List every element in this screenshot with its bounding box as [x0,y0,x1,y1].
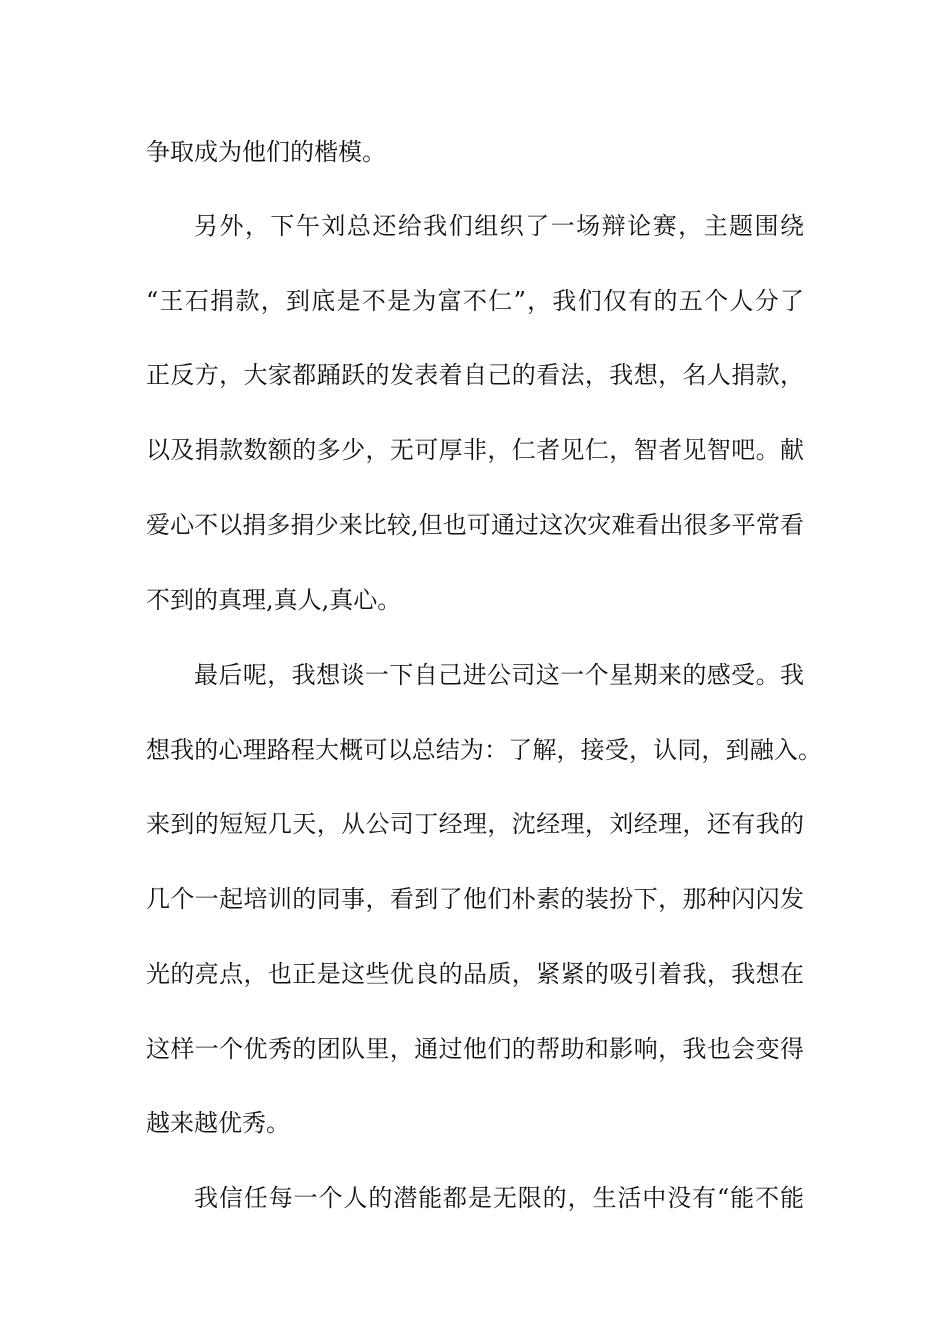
paragraph-first-line: 最后呢，我想谈一下自己进公司这一个星期来的感受。我 [194,661,805,689]
text-line: 爱心不以捐多捐少来比较,但也可通过这次灾难看出很多平常看 [146,511,805,539]
text-line: 来到的短短几天，从公司丁经理，沈经理，刘经理，还有我的 [146,810,805,838]
text-line: 光的亮点，也正是这些优良的品质，紧紧的吸引着我，我想在 [146,960,805,988]
text-line: 以及捐款数额的多少，无可厚非，仁者见仁，智者见智吧。献 [146,436,805,464]
text-line: 争取成为他们的楷模。 [146,138,386,166]
text-line: “王石捐款，到底是不是为富不仁”，我们仅有的五个人分了 [146,287,806,315]
paragraph-first-line: 我信任每一个人的潜能都是无限的，生活中没有“能不能 [194,1184,805,1212]
text-line: 想我的心理路程大概可以总结为：了解，接受，认同，到融入。 [146,736,823,764]
paragraph-first-line: 另外，下午刘总还给我们组织了一场辩论赛，主题围绕 [194,212,806,240]
text-line: 正反方，大家都踊跃的发表着自己的看法，我想，名人捐款， [146,361,805,389]
text-line: 不到的真理,真人,真心。 [146,586,402,614]
text-line: 这样一个优秀的团队里，通过他们的帮助和影响，我也会变得 [146,1035,805,1063]
text-line: 几个一起培训的同事，看到了他们朴素的装扮下，那种闪闪发 [146,885,805,913]
text-line: 越来越优秀。 [146,1109,290,1137]
